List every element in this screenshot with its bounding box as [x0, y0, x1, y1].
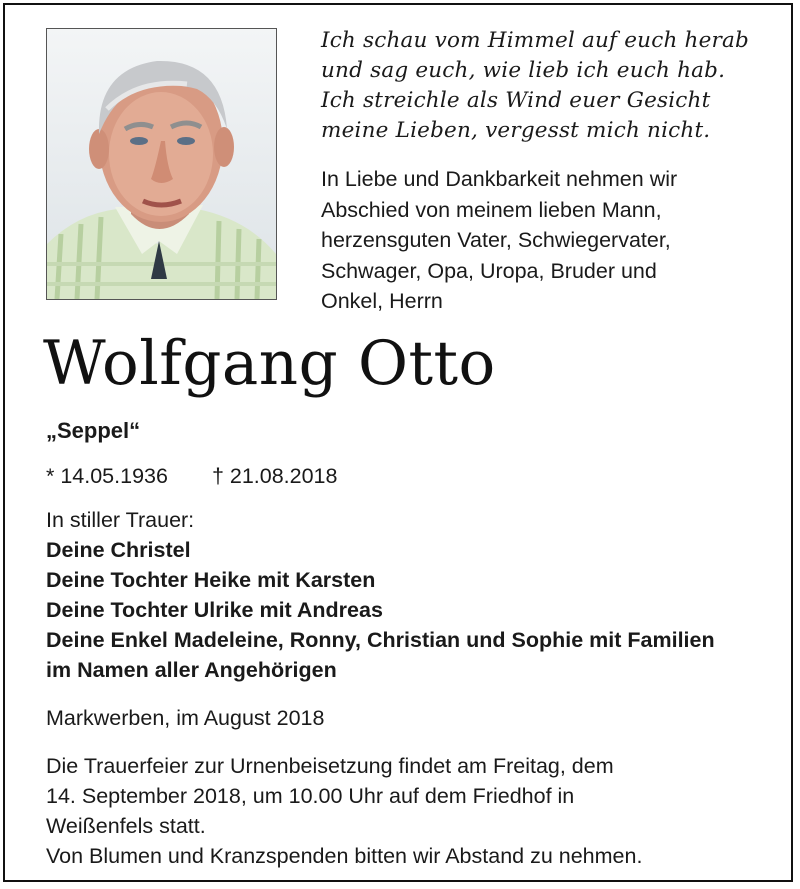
- service-line: Von Blumen und Kranzspenden bitten wir Abstand zu nehmen.: [46, 844, 643, 868]
- poem-line: meine Lieben, vergesst mich nicht.: [321, 118, 711, 143]
- portrait-photo: [46, 28, 277, 300]
- portrait-illustration: [47, 29, 276, 299]
- life-dates: [46, 461, 337, 491]
- death-date: † 21.08.2018: [211, 464, 338, 488]
- place-and-date: Markwerben, im August 2018: [46, 706, 325, 730]
- mourners-block: [46, 505, 715, 685]
- funeral-service-info: [46, 751, 642, 871]
- mourners-heading: In stiller Trauer:: [46, 508, 195, 532]
- farewell-intro: [321, 164, 791, 317]
- mourner-line: Deine Tochter Ulrike mit Andreas: [46, 598, 383, 622]
- deceased-nickname: „Seppel“: [46, 418, 141, 443]
- intro-line: Onkel, Herrn: [321, 289, 443, 313]
- service-line: 14. September 2018, um 10.00 Uhr auf dem Friedhof in: [46, 784, 575, 808]
- birth-date: * 14.05.1936: [46, 464, 168, 488]
- service-line: Die Trauerfeier zur Urnenbeisetzung findet am Freitag, dem: [46, 754, 614, 778]
- intro-line: Schwager, Opa, Uropa, Bruder und: [321, 258, 657, 283]
- mourner-line: Deine Enkel Madeleine, Ronny, Christian und Sophie mit Familien: [46, 628, 715, 652]
- poem-line: Ich schau vom Himmel auf euch herab: [321, 28, 749, 53]
- poem-line: und sag euch, wie lieb ich euch hab.: [321, 58, 726, 83]
- mourner-line: Deine Tochter Heike mit Karsten: [46, 568, 376, 592]
- memorial-poem: [321, 26, 791, 146]
- service-line: Weißenfels statt.: [46, 814, 206, 838]
- intro-line: herzensguten Vater, Schwiegervater,: [321, 228, 671, 252]
- deceased-name: Wolfgang Otto: [43, 328, 496, 399]
- intro-line: In Liebe und Dankbarkeit nehmen wir: [321, 167, 678, 191]
- intro-line: Abschied von meinem lieben Mann,: [321, 197, 662, 222]
- poem-line: Ich streichle als Wind euer Gesicht: [321, 88, 711, 113]
- mourner-line: im Namen aller Angehörigen: [46, 658, 337, 682]
- mourner-line: Deine Christel: [46, 538, 191, 562]
